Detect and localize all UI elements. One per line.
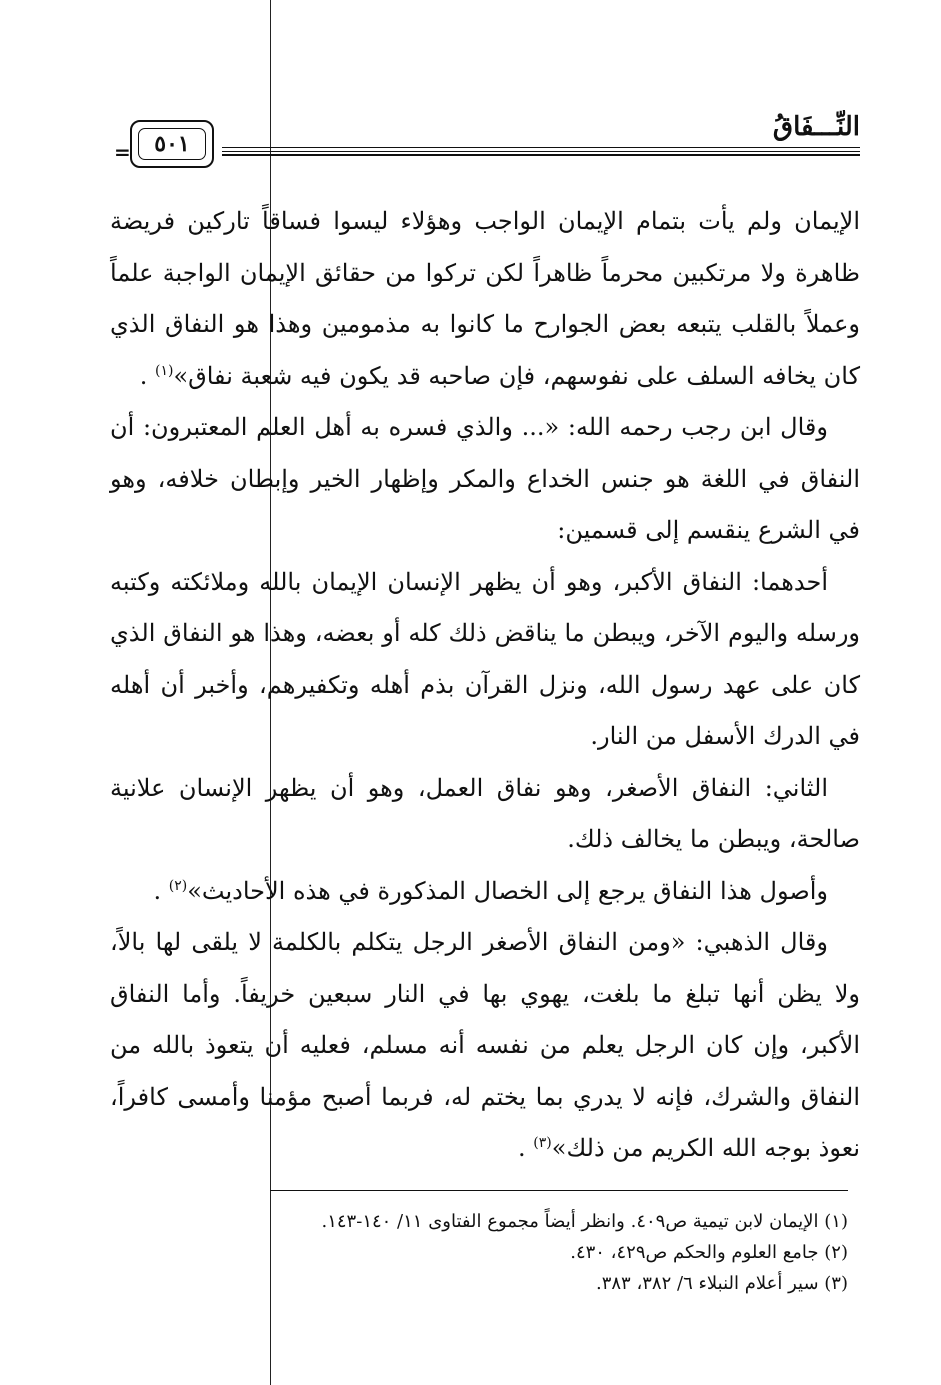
paragraph: أحدهما: النفاق الأكبر، وهو أن يظهر الإنسان الإيمان بالله وملائكته وكتبه ورسله واليوم الآخر، ويبطن ما يناقض ذلك كله أو بعضه، وهذا هو النفاق الذي كان على عهد رسول الله، ونزل القرآن بذم أهله وتكفيرهم، وأخبر أن أهله في الدرك الأسفل من النار. xyxy=(110,567,860,750)
header-rule xyxy=(222,147,860,148)
paragraph: وقال الذهبي: «ومن النفاق الأصغر الرجل يتكلم بالكلمة لا يلقى لها بالاً، ولا يظن أنها تبلغ ما بلغت، يهوي بها في النار سبعين خريفاً. وأما النفاق الأكبر، وإن كان الرجل يعلم من نفسه أنه مسلم، فعليه أن يتعوذ بالله من النفاق والشرك، فإنه لا يدري بما يختم له، فربما أصبح مؤمنا وأمسى كافراً، نعوذ بوجه الله الكريم من ذلك»$^{(٣)}$ . xyxy=(110,928,861,1162)
paragraph: الإيمان ولم يأت بتمام الإيمان الواجب وهؤلاء ليسوا فساقاً تاركين فريضة ظاهرة ولا مرتكبين محرماً ظاهراً لكن تركوا من حقائق الإيمان الواجبة علماً وعملاً بالقلب يتبعه بعض الجوارح ما كانوا به مذمومين وهذا هو النفاق الذي كان يخافه السلف على نفوسهم، فإن صاحبه قد يكون فيه شعبة نفاق»$^{(١)}$ . xyxy=(110,207,860,390)
footnote: (٣) سير أعلام النبلاء ٦/ ٣٨٢، ٣٨٣. xyxy=(595,1273,848,1294)
footnote-marker: (٢) xyxy=(168,877,188,894)
footnote: (٢) جامع العلوم والحكم ص٤٢٩، ٤٣٠. xyxy=(570,1242,848,1263)
paragraph: وقال ابن رجب رحمه الله: «... والذي فسره به أهل العلم المعتبرون: أن النفاق في اللغة هو جنس الخداع والمكر وإظهار الخير وإبطان خلافه، وهو في الشرع ينقسم إلى قسمين: xyxy=(110,413,860,544)
footnotes xyxy=(110,1206,848,1299)
page-number-dash: = xyxy=(114,140,131,164)
page-number: ٥٠١ xyxy=(138,128,206,160)
running-title: النِّـــفَاقُ xyxy=(772,112,860,142)
header-rule xyxy=(222,154,860,156)
footnote: (١) الإيمان لابن تيمية ص٤٠٩. وانظر أيضاً مجموع الفتاوى ١١/ ١٤٠-١٤٣. xyxy=(321,1211,848,1232)
header-rule xyxy=(222,151,860,152)
main-text xyxy=(110,196,860,1175)
paragraph: وأصول هذا النفاق يرجع إلى الخصال المذكورة في هذه الأحاديث»$^{(٢)}$ . xyxy=(153,876,828,905)
footnote-marker: (١) xyxy=(154,362,174,379)
paragraph: الثاني: النفاق الأصغر، وهو نفاق العمل، وهو أن يظهر الإنسان علانية صالحة، ويبطن ما يخالف ذلك. xyxy=(110,773,860,853)
page-number-frame xyxy=(130,120,214,168)
footnote-marker: (٣) xyxy=(533,1135,552,1151)
footnote-separator xyxy=(270,1190,848,1191)
page-header xyxy=(110,110,860,170)
